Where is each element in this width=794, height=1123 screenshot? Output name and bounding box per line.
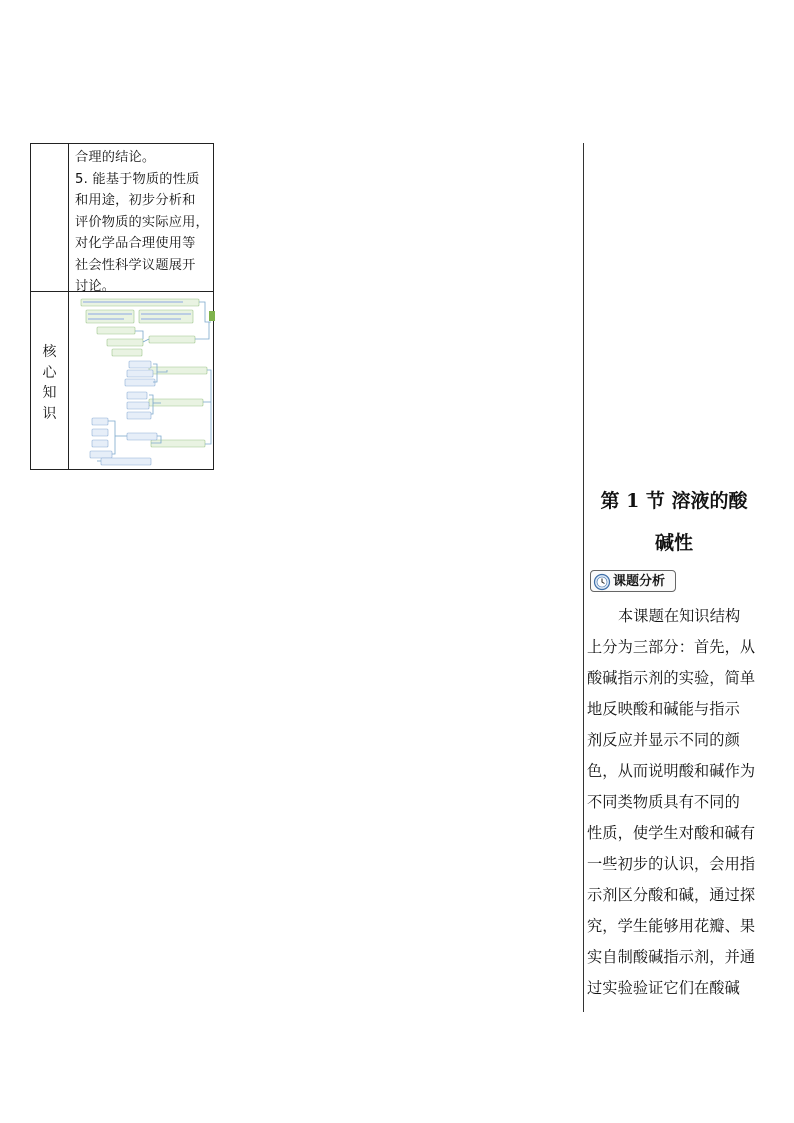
goal-line: 社会性科学议题展开 bbox=[75, 257, 196, 273]
knowledge-mindmap-image bbox=[71, 296, 215, 468]
goal-line: 评价物质的实际应用， bbox=[75, 214, 209, 230]
clock-icon bbox=[593, 573, 611, 591]
paragraph-line: 究，学生能够用花瓣、果 bbox=[587, 917, 756, 935]
paragraph-line: 色，从而说明酸和碱作为 bbox=[587, 762, 756, 780]
label-char: 核 bbox=[42, 344, 57, 360]
section-badge bbox=[590, 570, 676, 592]
paragraph-line: 本课题在知识结构 bbox=[618, 607, 741, 625]
paragraph-line: 不同类物质具有不同的 bbox=[587, 793, 740, 811]
paragraph-line: 过实验验证它们在酸碱 bbox=[587, 979, 740, 997]
goal-line: 讨论。 bbox=[75, 279, 116, 294]
paragraph-line: 性质，使学生对酸和碱有 bbox=[587, 824, 756, 842]
analysis-paragraph bbox=[587, 601, 759, 1004]
label-char: 识 bbox=[42, 405, 57, 422]
label-char: 心 bbox=[42, 364, 57, 381]
goal-text-cell bbox=[75, 147, 211, 298]
goal-line: 和用途，初步分析和 bbox=[75, 193, 196, 208]
column-divider bbox=[583, 143, 584, 1012]
paragraph-line: 地反映酸和碱能与指示 bbox=[587, 700, 740, 718]
goal-line: 对化学品合理使用等 bbox=[75, 236, 196, 251]
paragraph-line: 剂反应并显示不同的颜 bbox=[587, 731, 740, 749]
core-knowledge-label bbox=[31, 342, 68, 424]
section-badge-label: 课题分析 bbox=[613, 574, 666, 589]
lesson-title-line1: 第 1 节 溶液的酸 bbox=[600, 490, 748, 512]
label-char: 知 bbox=[42, 385, 57, 401]
lesson-title-line2: 碱性 bbox=[654, 532, 693, 554]
goal-line: 5. 能基于物质的性质 bbox=[75, 171, 200, 187]
objectives-table bbox=[30, 143, 214, 470]
paragraph-line: 实自制酸碱指示剂，并通 bbox=[587, 948, 756, 966]
paragraph-line: 一些初步的认识，会用指 bbox=[587, 855, 756, 873]
paragraph-line: 上分为三部分：首先，从 bbox=[587, 638, 756, 656]
paragraph-line: 示剂区分酸和碱，通过探 bbox=[587, 886, 756, 904]
table-column-divider bbox=[68, 144, 69, 469]
goal-line: 合理的结论。 bbox=[75, 150, 156, 165]
lesson-title bbox=[587, 480, 761, 564]
paragraph-line: 酸碱指示剂的实验，简单 bbox=[587, 669, 756, 687]
